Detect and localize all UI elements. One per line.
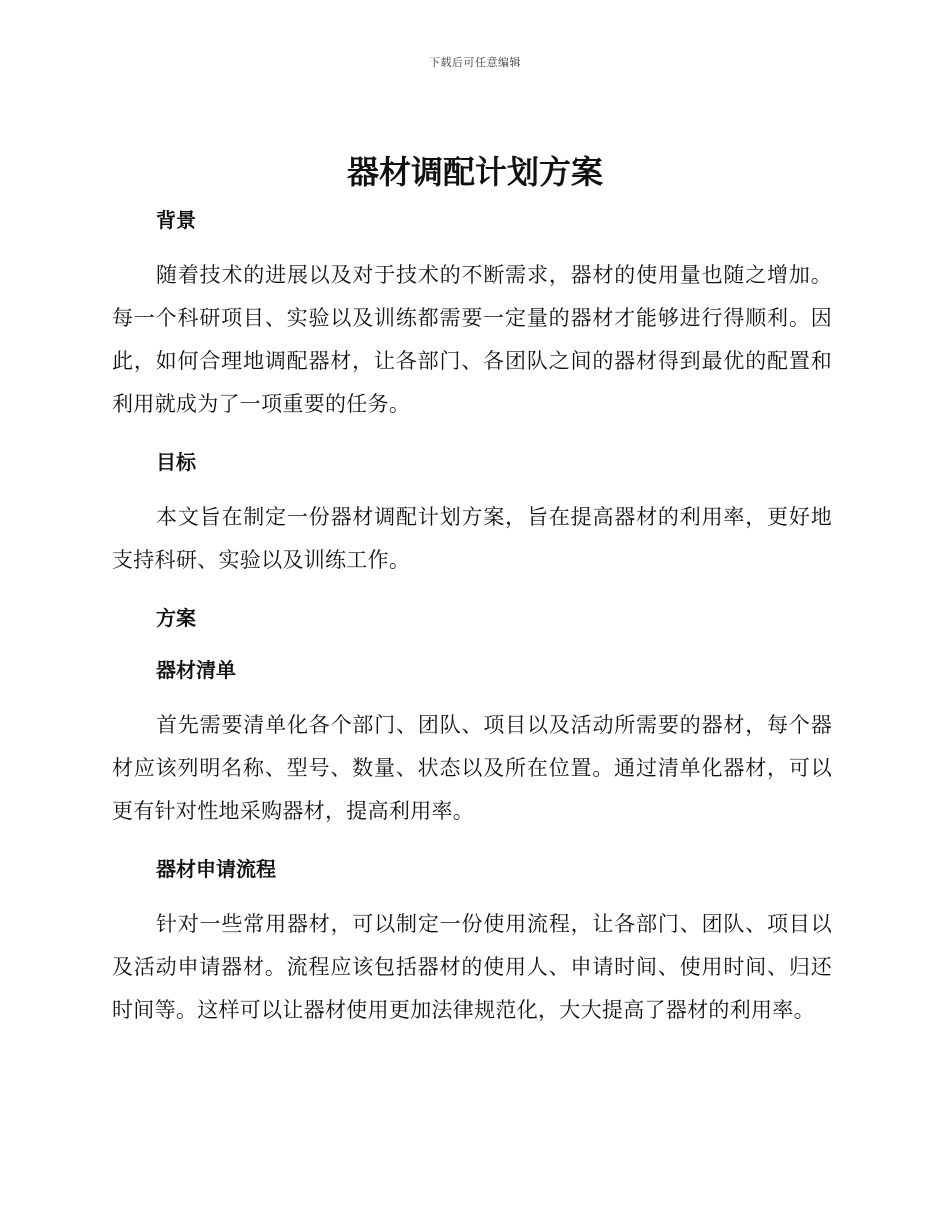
section-text-goal: 本文旨在制定一份器材调配计划方案，旨在提高器材的利用率，更好地支持科研、实验以及训练工作。: [112, 505, 832, 572]
section-heading-goal: 目标: [156, 450, 196, 474]
subsection-heading-equipment-list: 器材清单: [156, 658, 236, 682]
subsection-text-equipment-list: 首先需要清单化各个部门、团队、项目以及活动所需要的器材，每个器材应该列明名称、型号、数量、状态以及所在位置。通过清单化器材，可以更有针对性地采购器材，提高利用率。: [112, 713, 832, 823]
document-body: [112, 202, 832, 1032]
section-heading-plan: 方案: [156, 606, 196, 630]
subsection-text-application-process: 针对一些常用器材，可以制定一份使用流程，让各部门、团队、项目以及活动申请器材。流程应该包括器材的使用人、申请时间、使用时间、归还时间等。这样可以让器材使用更加法律规范化，大大提高了器材的利用率。: [112, 912, 832, 1022]
document-title: 器材调配计划方案: [346, 153, 603, 191]
page-header-note: 下载后可任意编辑: [429, 56, 521, 69]
section-text-background: 随着技术的进展以及对于技术的不断需求，器材的使用量也随之增加。每一个科研项目、实验以及训练都需要一定量的器材才能够进行得顺利。因此，如何合理地调配器材，让各部门、各团队之间的器材得到最优的配置和利用就成为了一项重要的任务。: [112, 263, 832, 416]
section-heading-background: 背景: [156, 208, 196, 232]
subsection-heading-application-process: 器材申请流程: [156, 857, 276, 881]
